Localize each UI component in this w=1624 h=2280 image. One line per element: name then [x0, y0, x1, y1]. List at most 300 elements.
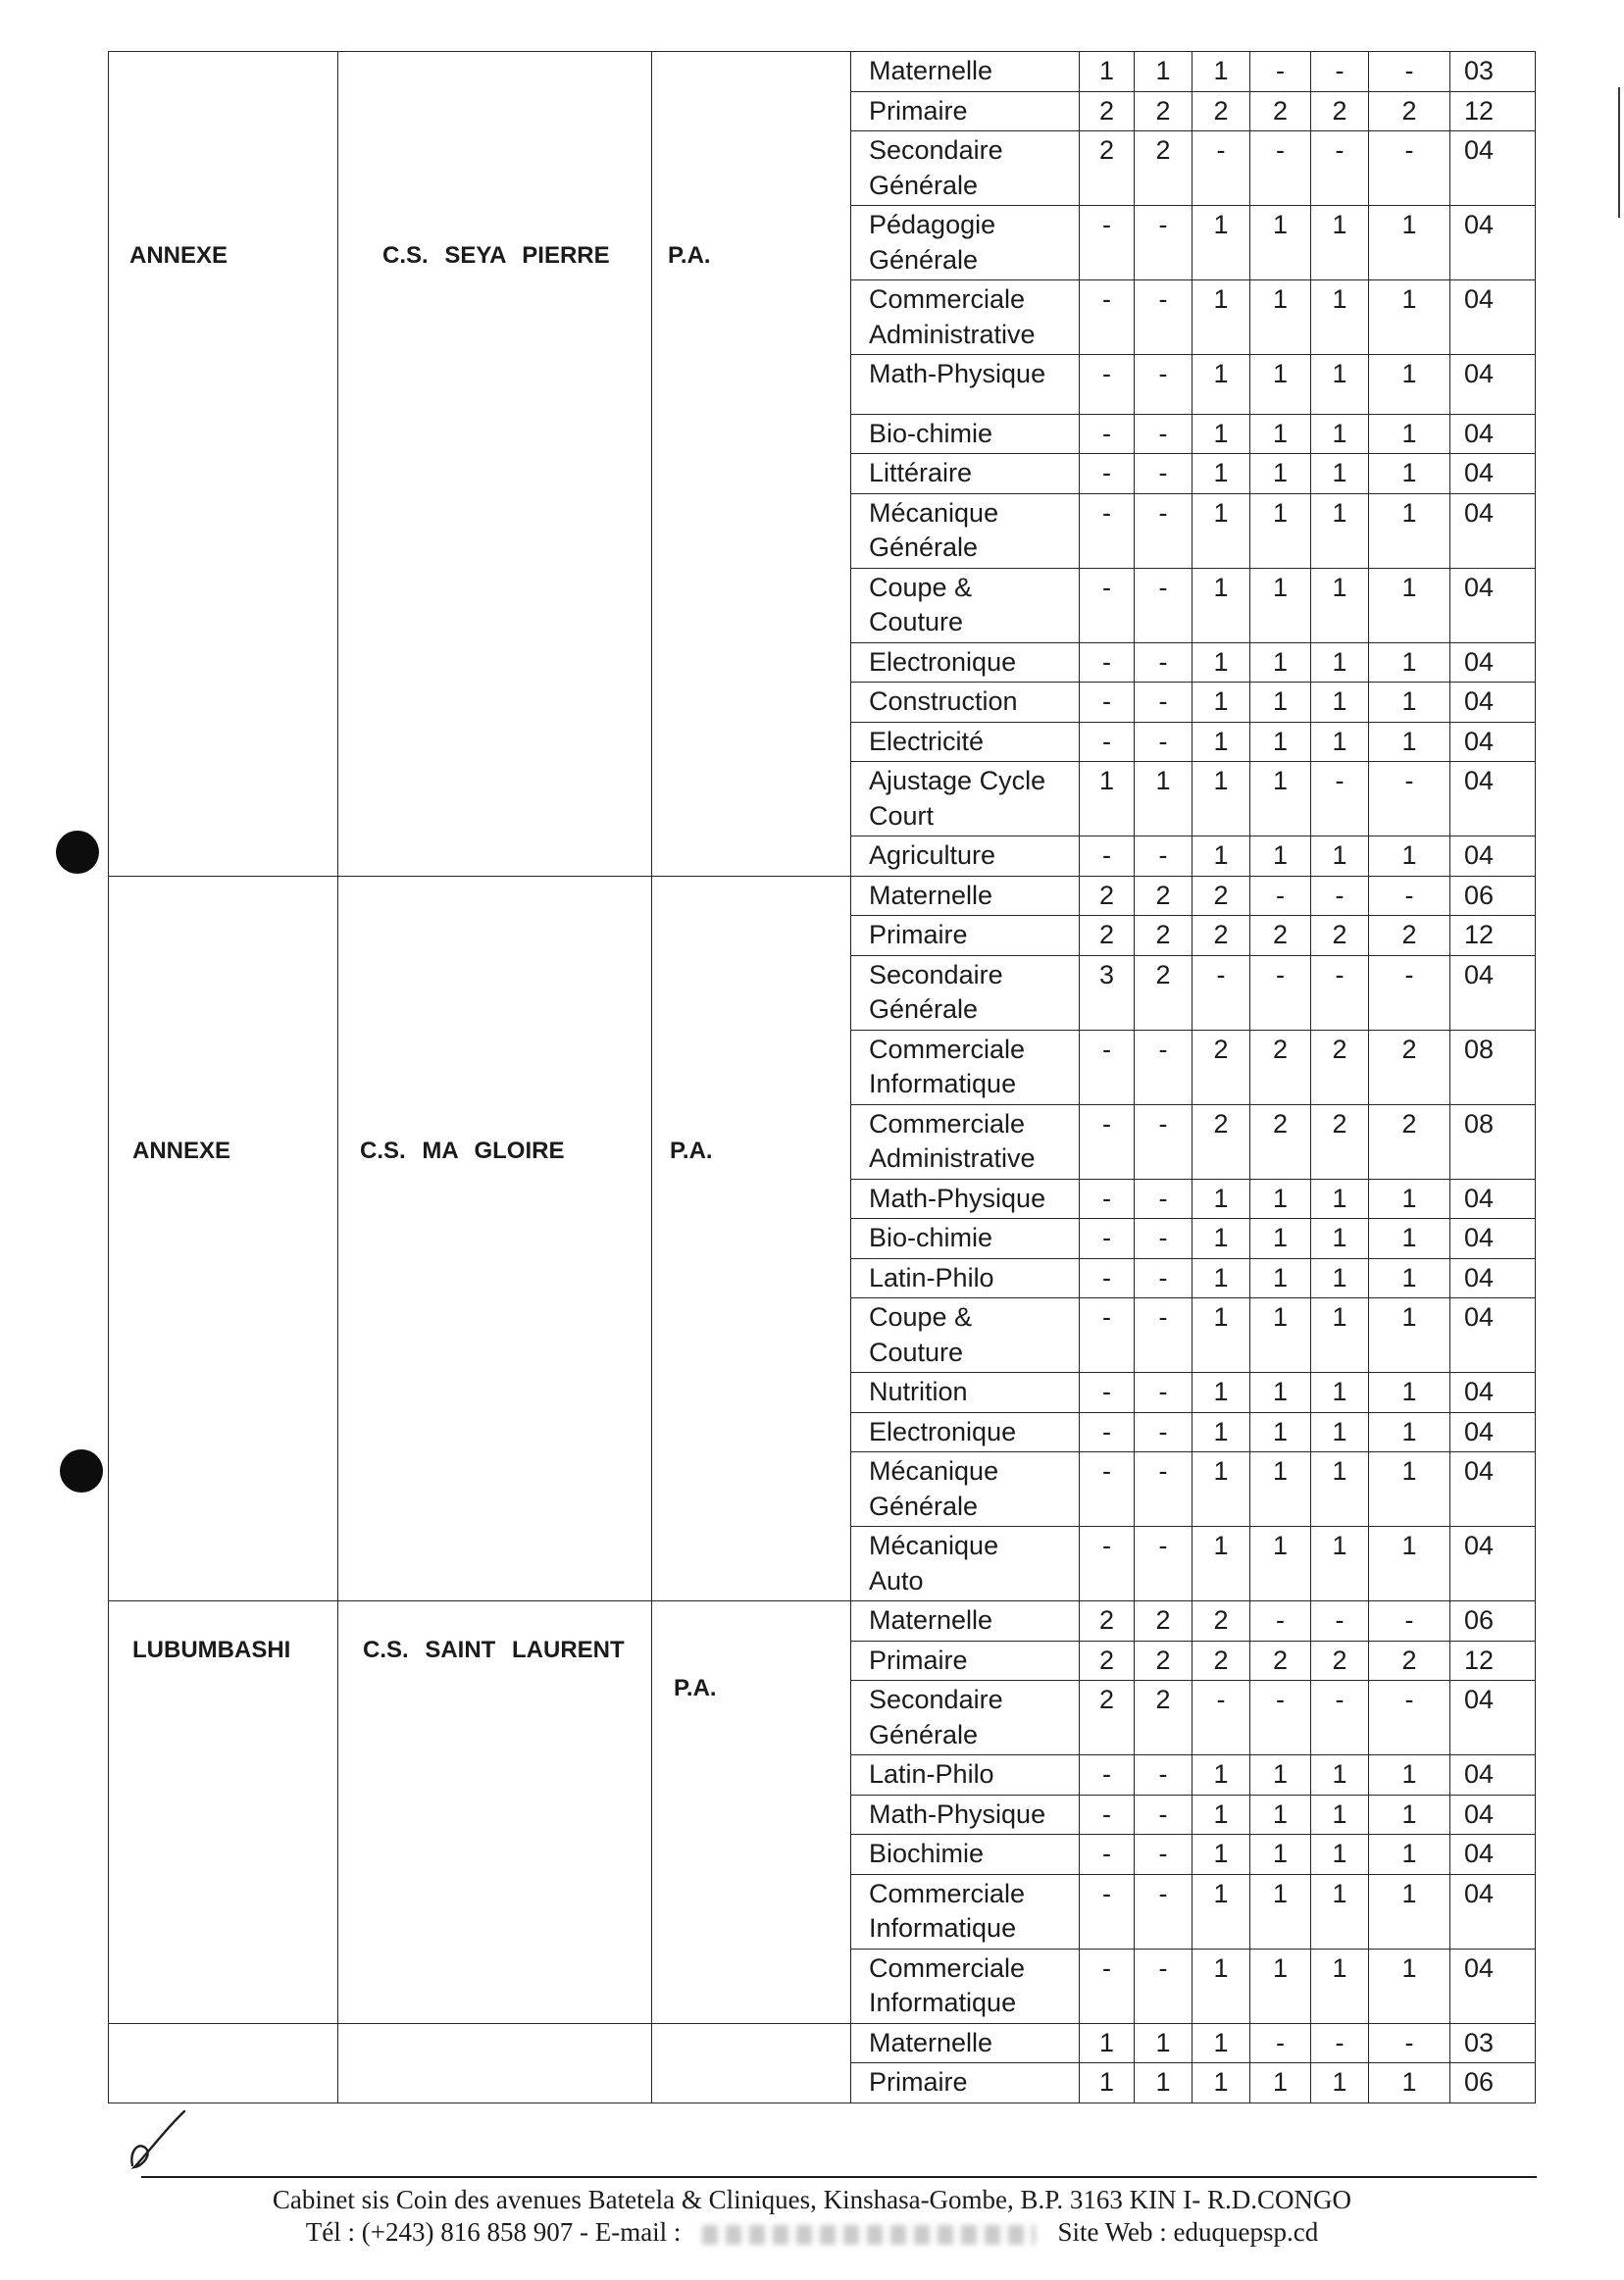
- school-group: [109, 1601, 1536, 2024]
- class-count-cell: -: [1080, 355, 1135, 415]
- class-count-cell: 1: [1311, 454, 1369, 494]
- class-count-cell: 2: [1311, 91, 1369, 131]
- class-count-cell: 2: [1135, 1601, 1193, 1642]
- class-count-cell: 2: [1311, 1641, 1369, 1681]
- class-count-cell: 1: [1311, 414, 1369, 454]
- class-count-cell: 1: [1193, 1298, 1250, 1373]
- class-count-cell: 2: [1193, 1104, 1250, 1179]
- class-count-cell: 2: [1369, 1641, 1450, 1681]
- class-count-cell: -: [1135, 1527, 1193, 1601]
- total-cell: 04: [1450, 1795, 1536, 1835]
- class-count-cell: 1: [1193, 1373, 1250, 1413]
- class-count-cell: -: [1080, 1104, 1135, 1179]
- class-count-cell: 2: [1135, 131, 1193, 206]
- class-count-cell: 1: [1193, 414, 1250, 454]
- option-cell: Electricité: [851, 722, 1080, 762]
- class-count-cell: 1: [1311, 1835, 1369, 1875]
- class-count-cell: 1: [1193, 1835, 1250, 1875]
- class-count-cell: -: [1135, 1835, 1193, 1875]
- class-count-cell: 1: [1311, 1298, 1369, 1373]
- class-count-cell: -: [1135, 1795, 1193, 1835]
- class-count-cell: -: [1080, 414, 1135, 454]
- class-count-cell: 1: [1250, 1795, 1311, 1835]
- total-cell: 04: [1450, 762, 1536, 836]
- class-count-cell: 1: [1311, 722, 1369, 762]
- total-cell: 04: [1450, 1755, 1536, 1796]
- class-count-cell: -: [1135, 1949, 1193, 2023]
- class-count-cell: 1: [1369, 1179, 1450, 1219]
- class-count-cell: -: [1135, 1258, 1193, 1298]
- class-count-cell: -: [1080, 1527, 1135, 1601]
- class-count-cell: 1: [1369, 1298, 1450, 1373]
- class-count-cell: -: [1250, 1601, 1311, 1642]
- class-count-cell: 1: [1311, 2063, 1369, 2103]
- class-count-cell: 2: [1369, 1104, 1450, 1179]
- total-cell: 03: [1450, 52, 1536, 92]
- total-cell: 04: [1450, 836, 1536, 877]
- class-count-cell: 1: [1250, 1835, 1311, 1875]
- class-count-cell: 1: [1311, 1219, 1369, 1259]
- class-count-cell: 1: [1193, 355, 1250, 415]
- class-count-cell: 1: [1311, 280, 1369, 355]
- total-cell: 04: [1450, 1373, 1536, 1413]
- class-count-cell: -: [1369, 131, 1450, 206]
- total-cell: 04: [1450, 493, 1536, 568]
- class-count-cell: -: [1080, 1795, 1135, 1835]
- class-count-cell: -: [1080, 1412, 1135, 1452]
- class-count-cell: -: [1250, 1681, 1311, 1755]
- class-count-cell: 1: [1369, 1412, 1450, 1452]
- class-count-cell: 1: [1369, 1755, 1450, 1796]
- footer-rule: [141, 2176, 1537, 2178]
- class-count-cell: -: [1135, 1030, 1193, 1104]
- class-count-cell: -: [1135, 836, 1193, 877]
- total-cell: 04: [1450, 280, 1536, 355]
- option-cell: Coupe & Couture: [851, 1298, 1080, 1373]
- option-cell: Commerciale Administrative: [851, 280, 1080, 355]
- total-cell: 04: [1450, 1835, 1536, 1875]
- class-count-cell: 1: [1250, 1412, 1311, 1452]
- option-cell: Electronique: [851, 642, 1080, 683]
- class-count-cell: 2: [1369, 916, 1450, 956]
- location-cell: [109, 2023, 338, 2103]
- class-count-cell: 1: [1250, 414, 1311, 454]
- class-count-cell: 1: [1311, 1795, 1369, 1835]
- class-count-cell: -: [1135, 454, 1193, 494]
- option-row: [109, 876, 1536, 916]
- class-count-cell: 1: [1250, 280, 1311, 355]
- class-count-cell: -: [1311, 131, 1369, 206]
- location-cell: ANNEXE: [109, 52, 338, 877]
- class-count-cell: -: [1311, 2023, 1369, 2063]
- class-count-cell: -: [1080, 493, 1135, 568]
- total-cell: 04: [1450, 642, 1536, 683]
- class-count-cell: -: [1369, 2023, 1450, 2063]
- school-cell: C.S. MA GLOIRE: [338, 876, 652, 1601]
- class-count-cell: 1: [1369, 1874, 1450, 1949]
- option-row: [109, 1601, 1536, 1642]
- total-cell: 04: [1450, 1298, 1536, 1373]
- class-count-cell: 1: [1369, 1527, 1450, 1601]
- class-count-cell: 1: [1369, 206, 1450, 280]
- class-count-cell: -: [1311, 876, 1369, 916]
- class-count-cell: 1: [1250, 1373, 1311, 1413]
- regime-cell: P.A.: [652, 876, 851, 1601]
- class-count-cell: 2: [1193, 91, 1250, 131]
- total-cell: 04: [1450, 1412, 1536, 1452]
- class-count-cell: -: [1250, 2023, 1311, 2063]
- total-cell: 04: [1450, 414, 1536, 454]
- total-cell: 04: [1450, 131, 1536, 206]
- class-count-cell: -: [1080, 1179, 1135, 1219]
- total-cell: 04: [1450, 1219, 1536, 1259]
- class-count-cell: 2: [1250, 1030, 1311, 1104]
- class-count-cell: -: [1311, 762, 1369, 836]
- class-count-cell: -: [1080, 1030, 1135, 1104]
- class-count-cell: 1: [1369, 683, 1450, 723]
- option-cell: Secondaire Générale: [851, 1681, 1080, 1755]
- class-count-cell: -: [1193, 131, 1250, 206]
- class-count-cell: 2: [1135, 1681, 1193, 1755]
- option-cell: Math-Physique: [851, 355, 1080, 415]
- class-count-cell: -: [1311, 955, 1369, 1030]
- class-count-cell: 2: [1135, 91, 1193, 131]
- class-count-cell: -: [1250, 52, 1311, 92]
- class-count-cell: 2: [1369, 91, 1450, 131]
- class-count-cell: 3: [1080, 955, 1135, 1030]
- class-count-cell: 1: [1369, 722, 1450, 762]
- option-cell: Maternelle: [851, 2023, 1080, 2063]
- class-count-cell: -: [1135, 722, 1193, 762]
- redacted-email: [702, 2225, 1036, 2245]
- regime-cell: P.A.: [652, 52, 851, 877]
- total-cell: 04: [1450, 454, 1536, 494]
- option-cell: Pédagogie Générale: [851, 206, 1080, 280]
- class-count-cell: -: [1311, 1601, 1369, 1642]
- class-count-cell: 2: [1250, 916, 1311, 956]
- class-count-cell: 1: [1193, 493, 1250, 568]
- class-count-cell: -: [1135, 1452, 1193, 1527]
- option-cell: Primaire: [851, 2063, 1080, 2103]
- punch-hole: [56, 831, 99, 874]
- class-count-cell: -: [1369, 52, 1450, 92]
- class-count-cell: 1: [1135, 2063, 1193, 2103]
- class-count-cell: -: [1080, 454, 1135, 494]
- class-count-cell: 1: [1135, 762, 1193, 836]
- option-cell: Latin-Philo: [851, 1258, 1080, 1298]
- class-count-cell: 1: [1311, 1527, 1369, 1601]
- class-count-cell: 1: [1250, 1179, 1311, 1219]
- footer-phone: Tél : (+243) 816 858 907 - E-mail :: [305, 2217, 682, 2247]
- class-count-cell: 2: [1193, 876, 1250, 916]
- class-count-cell: 2: [1080, 876, 1135, 916]
- class-count-cell: 1: [1250, 493, 1311, 568]
- class-count-cell: 2: [1193, 1601, 1250, 1642]
- school-cell: [338, 2023, 652, 2103]
- total-cell: 04: [1450, 683, 1536, 723]
- total-cell: 12: [1450, 916, 1536, 956]
- class-count-cell: 1: [1193, 1755, 1250, 1796]
- class-count-cell: -: [1135, 683, 1193, 723]
- class-count-cell: 1: [1369, 568, 1450, 642]
- class-count-cell: 1: [1193, 836, 1250, 877]
- class-count-cell: 1: [1250, 1949, 1311, 2023]
- class-count-cell: 2: [1250, 1104, 1311, 1179]
- class-count-cell: -: [1135, 414, 1193, 454]
- class-count-cell: 1: [1250, 1298, 1311, 1373]
- school-cell: C.S. SAINT LAURENT: [338, 1601, 652, 2024]
- class-count-cell: 1: [1250, 683, 1311, 723]
- class-count-cell: -: [1135, 355, 1193, 415]
- class-count-cell: -: [1250, 131, 1311, 206]
- class-count-cell: 1: [1311, 493, 1369, 568]
- class-count-cell: 1: [1193, 1527, 1250, 1601]
- class-count-cell: -: [1135, 206, 1193, 280]
- school-group: [109, 2023, 1536, 2103]
- class-count-cell: -: [1080, 1452, 1135, 1527]
- class-count-cell: -: [1250, 955, 1311, 1030]
- class-count-cell: -: [1135, 642, 1193, 683]
- option-cell: Mécanique Auto: [851, 1527, 1080, 1601]
- option-cell: Maternelle: [851, 1601, 1080, 1642]
- class-count-cell: 2: [1311, 916, 1369, 956]
- total-cell: 04: [1450, 1681, 1536, 1755]
- class-count-cell: 1: [1369, 1949, 1450, 2023]
- class-count-cell: 1: [1250, 2063, 1311, 2103]
- total-cell: 04: [1450, 1949, 1536, 2023]
- class-count-cell: 1: [1193, 1452, 1250, 1527]
- total-cell: 04: [1450, 206, 1536, 280]
- class-count-cell: 1: [1193, 568, 1250, 642]
- class-count-cell: 2: [1311, 1104, 1369, 1179]
- option-cell: Mécanique Générale: [851, 493, 1080, 568]
- option-cell: Math-Physique: [851, 1179, 1080, 1219]
- class-count-cell: -: [1080, 1373, 1135, 1413]
- class-count-cell: 1: [1250, 1527, 1311, 1601]
- class-count-cell: -: [1135, 1412, 1193, 1452]
- class-count-cell: -: [1250, 876, 1311, 916]
- regime-cell: P.A.: [652, 1601, 851, 2024]
- total-cell: 06: [1450, 2063, 1536, 2103]
- class-count-cell: 1: [1311, 1258, 1369, 1298]
- class-count-cell: 1: [1311, 1373, 1369, 1413]
- class-count-cell: 1: [1311, 1755, 1369, 1796]
- class-count-cell: 1: [1250, 355, 1311, 415]
- class-count-cell: -: [1080, 836, 1135, 877]
- class-count-cell: 1: [1369, 2063, 1450, 2103]
- class-count-cell: -: [1135, 1179, 1193, 1219]
- class-count-cell: 1: [1369, 1835, 1450, 1875]
- option-cell: Primaire: [851, 916, 1080, 956]
- class-count-cell: 1: [1193, 642, 1250, 683]
- total-cell: 04: [1450, 1258, 1536, 1298]
- footer-website: Site Web : eduquepsp.cd: [1057, 2217, 1319, 2247]
- class-count-cell: 1: [1311, 355, 1369, 415]
- class-count-cell: 1: [1193, 762, 1250, 836]
- class-count-cell: 1: [1080, 52, 1135, 92]
- option-cell: Bio-chimie: [851, 414, 1080, 454]
- option-cell: Ajustage Cycle Court: [851, 762, 1080, 836]
- class-count-cell: 1: [1135, 2023, 1193, 2063]
- class-count-cell: 1: [1369, 642, 1450, 683]
- class-count-cell: 2: [1250, 1641, 1311, 1681]
- class-count-cell: 1: [1193, 1179, 1250, 1219]
- option-cell: Maternelle: [851, 52, 1080, 92]
- total-cell: 06: [1450, 1601, 1536, 1642]
- option-cell: Commerciale Administrative: [851, 1104, 1080, 1179]
- option-cell: Secondaire Générale: [851, 131, 1080, 206]
- class-count-cell: 1: [1311, 1949, 1369, 2023]
- option-row: [109, 2023, 1536, 2063]
- location-cell: ANNEXE: [109, 876, 338, 1601]
- class-count-cell: 1: [1369, 355, 1450, 415]
- class-count-cell: 1: [1311, 642, 1369, 683]
- class-count-cell: 2: [1080, 916, 1135, 956]
- class-count-cell: 1: [1250, 1258, 1311, 1298]
- class-count-cell: 1: [1250, 1755, 1311, 1796]
- class-count-cell: 2: [1311, 1030, 1369, 1104]
- total-cell: 04: [1450, 955, 1536, 1030]
- option-cell: Latin-Philo: [851, 1755, 1080, 1796]
- footer-contact: [0, 2216, 1624, 2248]
- option-cell: Primaire: [851, 91, 1080, 131]
- class-count-cell: 1: [1250, 722, 1311, 762]
- option-cell: Electronique: [851, 1412, 1080, 1452]
- class-count-cell: 2: [1080, 1601, 1135, 1642]
- class-count-cell: 1: [1193, 280, 1250, 355]
- option-row: [109, 52, 1536, 92]
- class-count-cell: 2: [1193, 1030, 1250, 1104]
- class-count-cell: -: [1369, 1601, 1450, 1642]
- class-count-cell: 1: [1311, 836, 1369, 877]
- class-count-cell: 1: [1250, 836, 1311, 877]
- option-cell: Construction: [851, 683, 1080, 723]
- class-count-cell: 1: [1369, 1452, 1450, 1527]
- class-count-cell: -: [1311, 52, 1369, 92]
- total-cell: 04: [1450, 1179, 1536, 1219]
- class-count-cell: 1: [1193, 1795, 1250, 1835]
- class-count-cell: 2: [1193, 916, 1250, 956]
- class-count-cell: -: [1080, 206, 1135, 280]
- class-count-cell: -: [1080, 1949, 1135, 2023]
- class-count-cell: -: [1080, 1298, 1135, 1373]
- class-count-cell: -: [1369, 876, 1450, 916]
- class-count-cell: 1: [1080, 2063, 1135, 2103]
- class-count-cell: 1: [1250, 1874, 1311, 1949]
- total-cell: 08: [1450, 1030, 1536, 1104]
- class-count-cell: 1: [1250, 1219, 1311, 1259]
- class-count-cell: -: [1135, 280, 1193, 355]
- class-count-cell: 1: [1369, 1795, 1450, 1835]
- option-cell: Commerciale Informatique: [851, 1030, 1080, 1104]
- class-count-cell: -: [1135, 493, 1193, 568]
- total-cell: 04: [1450, 1452, 1536, 1527]
- class-count-cell: -: [1080, 1219, 1135, 1259]
- school-options-table: [108, 51, 1536, 2103]
- total-cell: 04: [1450, 355, 1536, 415]
- option-cell: Secondaire Générale: [851, 955, 1080, 1030]
- class-count-cell: 1: [1369, 1258, 1450, 1298]
- class-count-cell: 1: [1311, 1874, 1369, 1949]
- class-count-cell: 2: [1080, 1641, 1135, 1681]
- class-count-cell: 1: [1311, 683, 1369, 723]
- class-count-cell: 2: [1080, 1681, 1135, 1755]
- signature-mark: [124, 2108, 188, 2171]
- option-cell: Bio-chimie: [851, 1219, 1080, 1259]
- class-count-cell: 1: [1135, 52, 1193, 92]
- class-count-cell: 1: [1193, 2063, 1250, 2103]
- class-count-cell: -: [1369, 955, 1450, 1030]
- option-cell: Littéraire: [851, 454, 1080, 494]
- class-count-cell: -: [1135, 1298, 1193, 1373]
- class-count-cell: 1: [1250, 1452, 1311, 1527]
- class-count-cell: 1: [1311, 1412, 1369, 1452]
- class-count-cell: -: [1080, 722, 1135, 762]
- class-count-cell: 2: [1080, 91, 1135, 131]
- class-count-cell: 1: [1193, 52, 1250, 92]
- class-count-cell: -: [1135, 1874, 1193, 1949]
- class-count-cell: 2: [1193, 1641, 1250, 1681]
- option-cell: Maternelle: [851, 876, 1080, 916]
- total-cell: 12: [1450, 1641, 1536, 1681]
- class-count-cell: -: [1193, 1681, 1250, 1755]
- class-count-cell: -: [1311, 1681, 1369, 1755]
- school-group: [109, 876, 1536, 1601]
- class-count-cell: -: [1080, 683, 1135, 723]
- total-cell: 06: [1450, 876, 1536, 916]
- class-count-cell: -: [1080, 280, 1135, 355]
- class-count-cell: 1: [1250, 642, 1311, 683]
- scan-edge-mark: [1618, 87, 1620, 218]
- class-count-cell: 1: [1250, 454, 1311, 494]
- class-count-cell: 1: [1193, 1258, 1250, 1298]
- option-cell: Commerciale Informatique: [851, 1949, 1080, 2023]
- footer-address: Cabinet sis Coin des avenues Batetela & Cliniques, Kinshasa-Gombe, B.P. 3163 KIN I- R.D.CONGO: [272, 2185, 1352, 2214]
- class-count-cell: 1: [1250, 206, 1311, 280]
- total-cell: 04: [1450, 1527, 1536, 1601]
- class-count-cell: -: [1080, 1755, 1135, 1796]
- class-count-cell: 1: [1369, 280, 1450, 355]
- class-count-cell: 2: [1135, 916, 1193, 956]
- class-count-cell: 1: [1193, 722, 1250, 762]
- location-cell: LUBUMBASHI: [109, 1601, 338, 2024]
- class-count-cell: -: [1080, 1874, 1135, 1949]
- class-count-cell: 1: [1193, 1412, 1250, 1452]
- class-count-cell: 2: [1250, 91, 1311, 131]
- class-count-cell: 1: [1193, 206, 1250, 280]
- class-count-cell: 1: [1193, 683, 1250, 723]
- class-count-cell: 1: [1311, 206, 1369, 280]
- class-count-cell: 1: [1193, 454, 1250, 494]
- option-cell: Nutrition: [851, 1373, 1080, 1413]
- total-cell: 08: [1450, 1104, 1536, 1179]
- class-count-cell: -: [1080, 642, 1135, 683]
- total-cell: 03: [1450, 2023, 1536, 2063]
- class-count-cell: -: [1369, 762, 1450, 836]
- class-count-cell: -: [1080, 1258, 1135, 1298]
- class-count-cell: -: [1135, 1219, 1193, 1259]
- class-count-cell: 1: [1080, 762, 1135, 836]
- class-count-cell: 1: [1193, 1949, 1250, 2023]
- regime-cell: [652, 2023, 851, 2103]
- option-cell: Commerciale Informatique: [851, 1874, 1080, 1949]
- option-cell: Agriculture: [851, 836, 1080, 877]
- class-count-cell: 2: [1135, 1641, 1193, 1681]
- class-count-cell: 1: [1369, 414, 1450, 454]
- class-count-cell: -: [1135, 1373, 1193, 1413]
- class-count-cell: -: [1080, 568, 1135, 642]
- class-count-cell: 1: [1311, 568, 1369, 642]
